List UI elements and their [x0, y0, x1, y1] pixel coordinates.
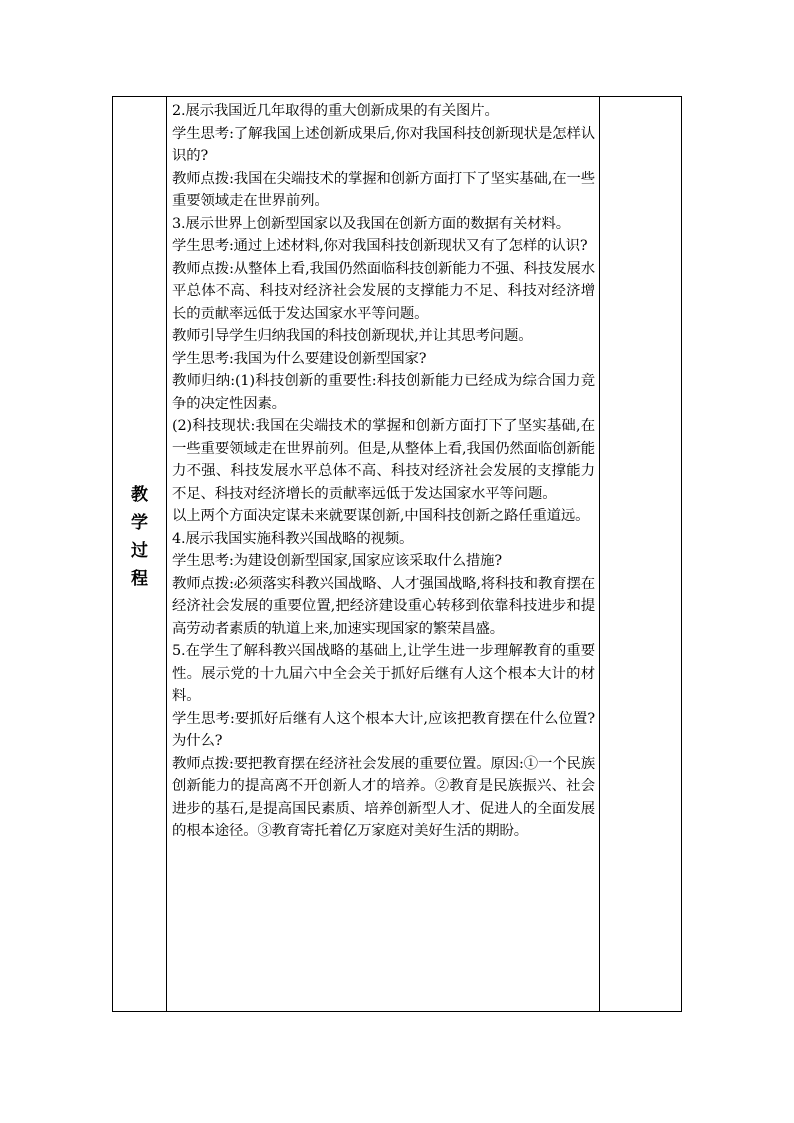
row-label-cell	[113, 97, 167, 1012]
paragraph: 教师引导学生归纳我国的科技创新现状,并让其思考问题。	[172, 328, 533, 344]
paragraph: 2.展示我国近几年取得的重大创新成果的有关图片。	[172, 103, 499, 119]
paragraph: 教师点拨:必须落实科教兴国战略、人才强国战略,将科技和教育摆在经济社会发展的重要位置,把经济建设重心转移到依靠科技进步和提高劳动者素质的轨道上来,加速实现国家的繁荣昌盛。	[172, 575, 595, 637]
paragraph: 教师归纳:(1)科技创新的重要性:科技创新能力已经成为综合国力竞争的决定性因素。	[172, 373, 595, 412]
paragraph: 3.展示世界上创新型国家以及我国在创新方面的数据有关材料。	[172, 215, 570, 232]
notes-cell	[600, 97, 682, 1012]
paragraph: 教师点拨:我国在尖端技术的掌握和创新方面打下了坚实基础,在一些重要领域走在世界前列。	[172, 170, 595, 209]
paragraph: 教师点拨:从整体上看,我国仍然面临科技创新能力不强、科技发展水平总体不高、科技对经济社会发展的支撑能力不足、科技对经济增长的贡献率远低于发达国家水平等问题。	[172, 260, 595, 322]
paragraph: 学生思考:通过上述材料,你对我国科技创新现状又有了怎样的认识?	[172, 238, 588, 254]
paragraph: 5.在学生了解科教兴国战略的基础上,让学生进一步理解教育的重要性。展示党的十九届六中全会关于抓好后继有人这个根本大计的材料。	[172, 643, 595, 704]
content-cell	[167, 97, 600, 1012]
paragraph: 学生思考:要抓好后继有人这个根本大计,应该把教育摆在什么位置?为什么?	[172, 710, 595, 749]
paragraph: 以上两个方面决定谋未来就要谋创新,中国科技创新之路任重道远。	[172, 508, 590, 524]
paragraph: 教师点拨:要把教育摆在经济社会发展的重要位置。原因:①一个民族创新能力的提高离不开创新人才的培养。②教育是民族振兴、社会进步的基石,是提高国民素质、培养创新型人才、促进人的全面发展的根本途径。③教育寄托着亿万家庭对美好生活的期盼。	[172, 755, 595, 839]
paragraph: (2)科技现状:我国在尖端技术的掌握和创新方面打下了坚实基础,在一些重要领域走在世界前列。但是,从整体上看,我国仍然面临创新能力不强、科技发展水平总体不高、科技对经济社会发展的支撑能力不足、科技对经济增长的贡献率远低于发达国家水平等问题。	[172, 418, 595, 502]
teaching-process-row	[113, 97, 682, 1012]
lesson-plan-table	[112, 96, 682, 1012]
paragraph: 学生思考:为建设创新型国家,国家应该采取什么措施?	[172, 553, 502, 569]
row-label: 教学过程	[131, 485, 148, 589]
paragraph: 学生思考:了解我国上述创新成果后,你对我国科技创新现状是怎样认识的?	[172, 125, 595, 164]
paragraph: 4.展示我国实施科教兴国战略的视频。	[172, 530, 414, 547]
paragraph: 学生思考:我国为什么要建设创新型国家?	[172, 350, 427, 367]
